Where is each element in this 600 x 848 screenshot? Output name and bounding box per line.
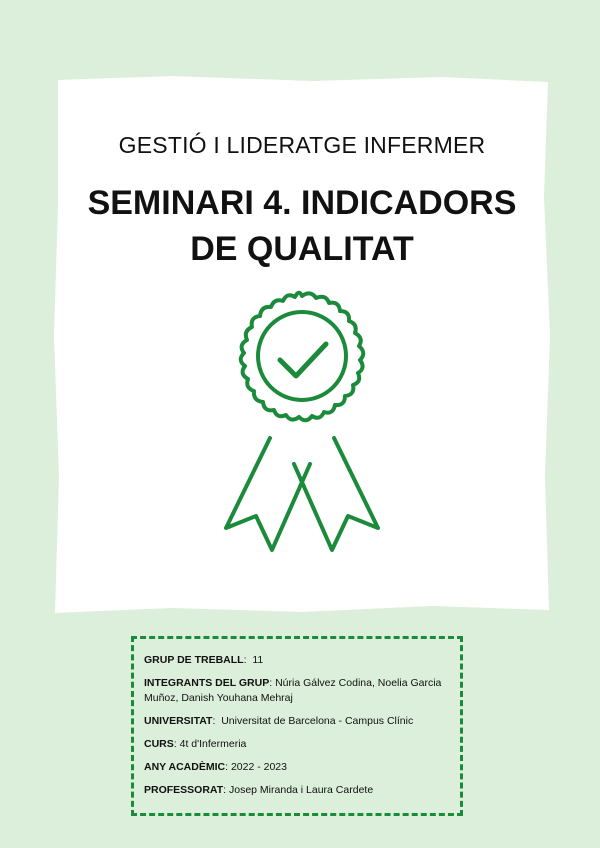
course-label: CURS <box>144 738 174 750</box>
year-label: ANY ACADÈMIC <box>144 761 226 773</box>
info-row-professors: PROFESSORAT: Josep Miranda i Laura Cardete <box>144 784 374 796</box>
group-value: 11 <box>252 654 264 666</box>
course-subject: GESTIÓ I LIDERATGE INFERMER <box>118 132 486 158</box>
course-value: 4t d'Infermeria <box>179 738 247 750</box>
info-row-group: GRUP DE TREBALL: 11 <box>144 654 264 666</box>
members-label: INTEGRANTS DEL GRUP <box>144 677 270 689</box>
members-value: Núria Gálvez Codina, Noelia Garcia Muñoz, Danish Youhana Mehraj <box>144 677 442 704</box>
cover-paper <box>52 76 552 614</box>
title-line-1: SEMINARI 4. INDICADORS <box>87 184 517 222</box>
university-label: UNIVERSITAT <box>144 715 213 727</box>
info-row-university: UNIVERSITAT: Universitat de Barcelona - Campus Clínic <box>144 715 414 727</box>
info-row-year: ANY ACADÈMIC: 2022 - 2023 <box>144 761 287 773</box>
group-label: GRUP DE TREBALL <box>144 654 244 666</box>
page-title <box>52 180 552 272</box>
info-row-course: CURS: 4t d'Infermeria <box>144 738 247 750</box>
info-box <box>131 636 463 816</box>
award-rosette-check-icon <box>212 288 392 558</box>
professors-value: Josep Miranda i Laura Cardete <box>229 784 374 796</box>
year-value: 2022 - 2023 <box>230 761 287 773</box>
university-value: Universitat de Barcelona - Campus Clínic <box>221 715 414 727</box>
professors-label: PROFESSORAT <box>144 784 224 796</box>
title-line-2: DE QUALITAT <box>190 230 414 268</box>
info-row-members: INTEGRANTS DEL GRUP: Núria Gálvez Codina, Noelia Garcia Muñoz, Danish Youhana Mehraj <box>144 677 442 704</box>
